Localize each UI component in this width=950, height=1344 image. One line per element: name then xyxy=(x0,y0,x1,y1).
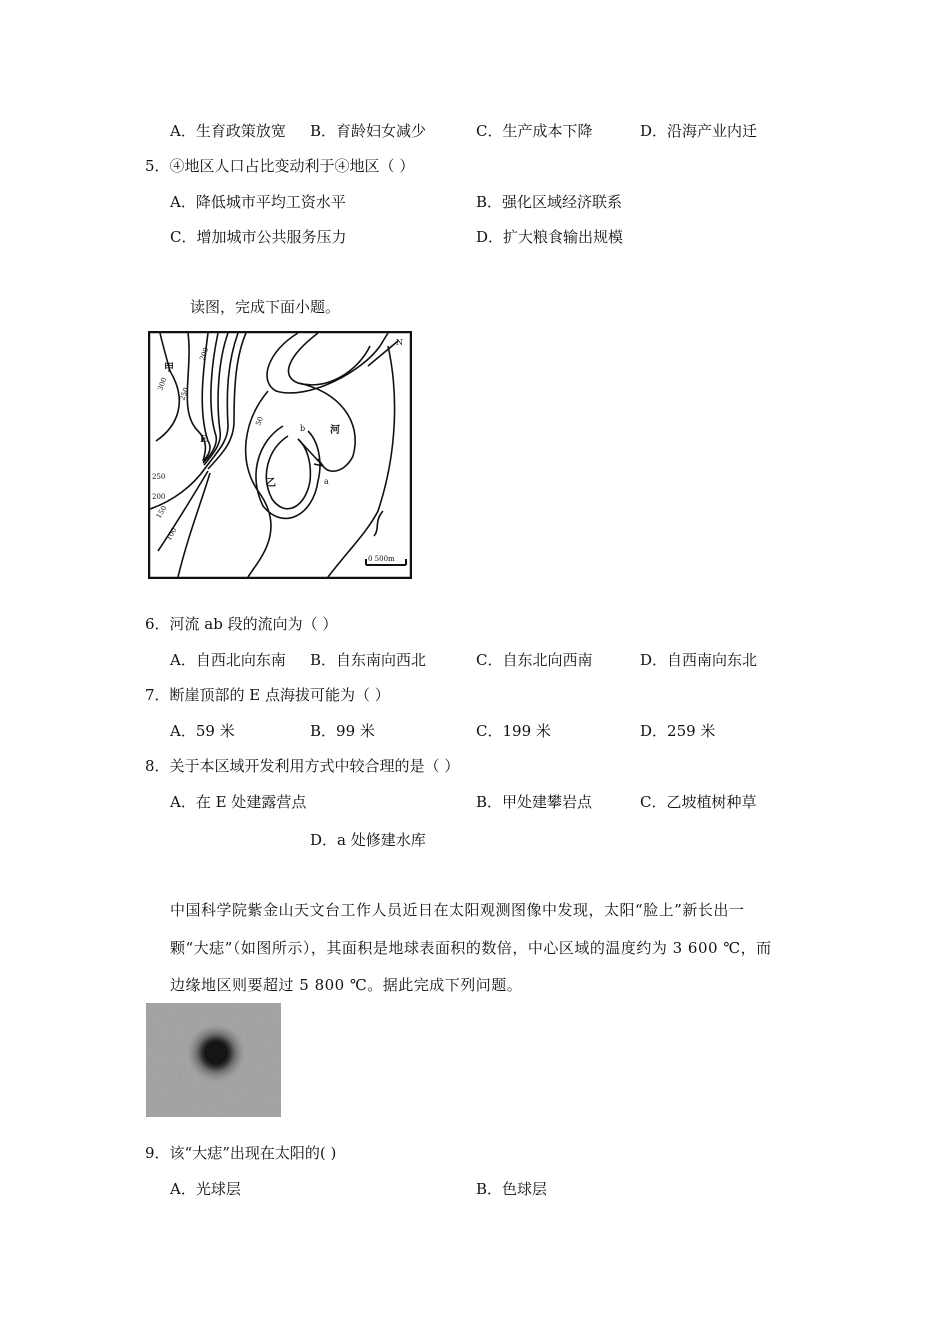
q5-option-d: D．扩大粮食输出规模 xyxy=(476,228,624,246)
q8-stem: 8．关于本区域开发利用方式中较合理的是（ ） xyxy=(145,757,460,775)
q7-option-c: C．199 米 xyxy=(476,722,551,740)
map-contour-250: 250 xyxy=(178,386,191,402)
group3-line-3: 边缘地区则要超过 5 800 ℃。据此完成下列问题。 xyxy=(170,976,523,994)
q5-stem: 5．④地区人口占比变动利于④地区（ ） xyxy=(145,157,415,175)
sunspot-image xyxy=(146,1003,281,1117)
map-contour-200: 200 xyxy=(198,346,211,362)
q9-stem: 9．该“大痣”出现在太阳的( ) xyxy=(145,1144,337,1162)
map-contour-100: 100 xyxy=(164,526,179,542)
map-label-b: b xyxy=(300,424,306,433)
map-label-yi: 乙 xyxy=(266,478,276,489)
group3-line-2: 颗“大痣”（如图所示），其面积是地球表面积的数倍，中心区域的温度约为 3 600 ℃，而 xyxy=(170,939,772,957)
map-contour-150: 150 xyxy=(154,504,169,520)
q7-option-d: D．259 米 xyxy=(640,722,716,740)
q9-option-b: B．色球层 xyxy=(476,1180,548,1198)
map-contour-250b: 250 xyxy=(152,473,166,481)
q9-option-a: A．光球层 xyxy=(170,1180,241,1198)
map-label-he: 河 xyxy=(330,425,340,436)
q7-option-b: B．99 米 xyxy=(310,722,375,740)
map-contour-50: 50 xyxy=(254,415,265,427)
group2-intro: 读图，完成下面小题。 xyxy=(190,298,341,316)
group3-line-1: 中国科学院紫金山天文台工作人员近日在太阳观测图像中发现，太阳“脸上”新长出一 xyxy=(170,901,745,919)
q6-stem: 6．河流 ab 段的流向为（ ） xyxy=(145,615,338,633)
q6-option-a: A．自西北向东南 xyxy=(170,651,286,669)
q6-option-c: C．自东北向西南 xyxy=(476,651,593,669)
contour-map xyxy=(148,331,412,579)
q4-option-d: D．沿海产业内迁 xyxy=(640,122,758,140)
map-contour-200b: 200 xyxy=(152,493,166,501)
map-label-e: E xyxy=(200,435,207,445)
q8-option-c: C．乙坡植树种草 xyxy=(640,793,757,811)
q4-option-b: B．育龄妇女减少 xyxy=(310,122,427,140)
q5-option-b: B．强化区域经济联系 xyxy=(476,193,623,211)
q4-option-c: C．生产成本下降 xyxy=(476,122,593,140)
q8-option-a: A．在 E 处建露营点 xyxy=(170,793,307,811)
q7-stem: 7．断崖顶部的 E 点海拔可能为（ ） xyxy=(145,686,390,704)
q6-option-d: D．自西南向东北 xyxy=(640,651,758,669)
map-label-north: N xyxy=(396,338,403,347)
q4-option-a: A．生育政策放宽 xyxy=(170,122,286,140)
q8-option-b: B．甲处建攀岩点 xyxy=(476,793,593,811)
map-scale-label: 0 500m xyxy=(368,555,395,563)
q6-option-b: B．自东南向西北 xyxy=(310,651,427,669)
q5-option-c: C．增加城市公共服务压力 xyxy=(170,228,347,246)
map-contour-300: 300 xyxy=(156,376,169,392)
q7-option-a: A．59 米 xyxy=(170,722,235,740)
q8-option-d: D．a 处修建水库 xyxy=(310,831,426,849)
q5-option-a: A．降低城市平均工资水平 xyxy=(170,193,346,211)
map-label-jia: 甲 xyxy=(164,363,174,374)
map-label-a: a xyxy=(324,477,329,486)
